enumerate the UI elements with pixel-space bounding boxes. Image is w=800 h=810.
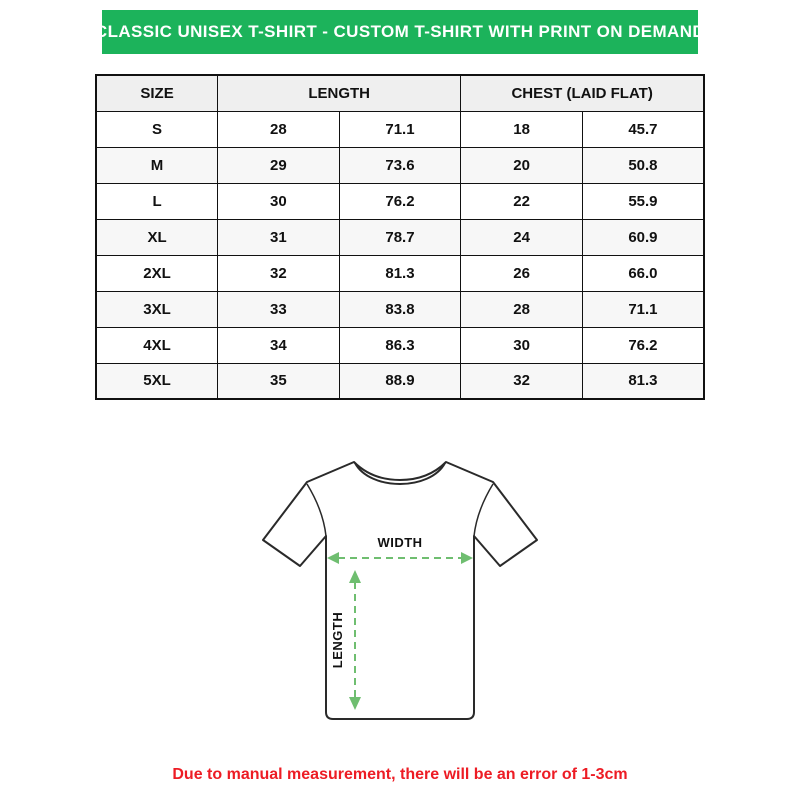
table-row xyxy=(96,183,704,219)
table-row xyxy=(96,363,704,399)
chest-cm-cell: 81.3 xyxy=(582,363,704,399)
chest-cm-cell: 60.9 xyxy=(582,219,704,255)
table-row xyxy=(96,219,704,255)
length-in-cell: 35 xyxy=(218,363,340,399)
length-label: LENGTH xyxy=(330,611,345,669)
tshirt-outline-path xyxy=(263,462,537,719)
chest-cm-cell: 45.7 xyxy=(582,111,704,147)
page-title: CLASSIC UNISEX T-SHIRT - CUSTOM T-SHIRT WITH PRINT ON DEMAND xyxy=(94,22,706,41)
chest-cm-cell: 55.9 xyxy=(582,183,704,219)
length-cm-cell: 71.1 xyxy=(339,111,461,147)
table-row xyxy=(96,147,704,183)
size-cell: M xyxy=(96,147,218,183)
table-row xyxy=(96,255,704,291)
size-chart-page xyxy=(0,10,800,810)
size-cell: XL xyxy=(96,219,218,255)
size-cell: S xyxy=(96,111,218,147)
size-cell: 5XL xyxy=(96,363,218,399)
length-in-cell: 29 xyxy=(218,147,340,183)
length-cm-cell: 78.7 xyxy=(339,219,461,255)
chest-in-cell: 20 xyxy=(461,147,583,183)
chest-cm-cell: 71.1 xyxy=(582,291,704,327)
length-cm-cell: 73.6 xyxy=(339,147,461,183)
chest-in-cell: 26 xyxy=(461,255,583,291)
tshirt-diagram xyxy=(250,442,550,752)
chest-cm-cell: 50.8 xyxy=(582,147,704,183)
size-cell: L xyxy=(96,183,218,219)
tshirt-measurement-illustration xyxy=(250,442,550,752)
length-in-cell: 32 xyxy=(218,255,340,291)
size-cell: 2XL xyxy=(96,255,218,291)
table-header-row xyxy=(96,75,704,111)
size-cell: 4XL xyxy=(96,327,218,363)
size-chart-table xyxy=(95,74,705,400)
title-banner xyxy=(94,10,706,54)
length-in-cell: 30 xyxy=(218,183,340,219)
length-in-cell: 34 xyxy=(218,327,340,363)
length-in-cell: 28 xyxy=(218,111,340,147)
length-cm-cell: 81.3 xyxy=(339,255,461,291)
table-row xyxy=(96,291,704,327)
chest-in-cell: 30 xyxy=(461,327,583,363)
length-in-cell: 33 xyxy=(218,291,340,327)
chest-in-cell: 28 xyxy=(461,291,583,327)
length-cm-cell: 83.8 xyxy=(339,291,461,327)
chest-in-cell: 18 xyxy=(461,111,583,147)
length-cm-cell: 86.3 xyxy=(339,327,461,363)
table-row xyxy=(96,327,704,363)
chest-in-cell: 22 xyxy=(461,183,583,219)
length-cm-cell: 88.9 xyxy=(339,363,461,399)
length-in-cell: 31 xyxy=(218,219,340,255)
chest-cm-cell: 66.0 xyxy=(582,255,704,291)
column-header-size: SIZE xyxy=(96,75,218,111)
table-row xyxy=(96,111,704,147)
length-cm-cell: 76.2 xyxy=(339,183,461,219)
column-header-chest: CHEST (LAID FLAT) xyxy=(461,75,704,111)
size-cell: 3XL xyxy=(96,291,218,327)
chest-cm-cell: 76.2 xyxy=(582,327,704,363)
chest-in-cell: 24 xyxy=(461,219,583,255)
measurement-note: Due to manual measurement, there will be an error of 1-3cm xyxy=(172,766,628,783)
column-header-length: LENGTH xyxy=(218,75,461,111)
width-label: WIDTH xyxy=(377,535,423,550)
chest-in-cell: 32 xyxy=(461,363,583,399)
